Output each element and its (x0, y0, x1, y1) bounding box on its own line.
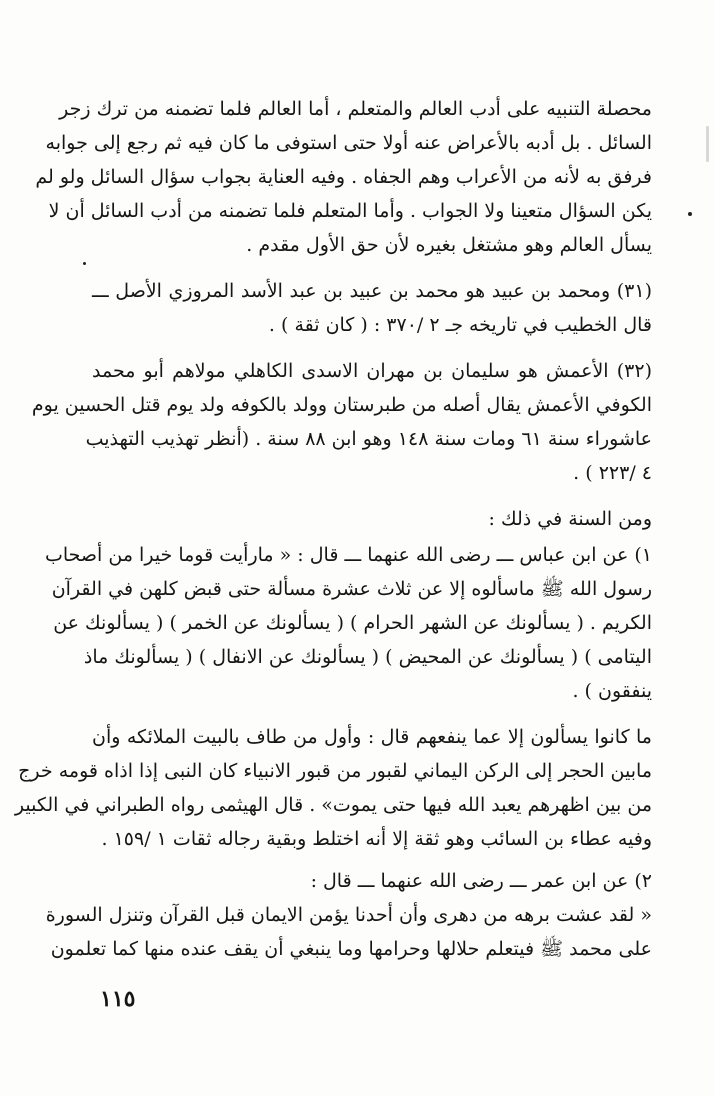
text-line: فرفق به لأنه من الأعراب وهم الجفاه . وفيه العناية بجواب سؤال السائل ولو لم (35, 166, 652, 188)
text-line: اليتامى ) ( يسألونك عن المحيض ) ( يسألونك عن الانفال ) ( يسألونك ماذ (83, 646, 652, 668)
text-line: الكوفي الأعمش يقال أصله من طبرستان وولد بالكوفه ولد يوم قتل الحسين يوم (31, 394, 652, 416)
hadith-2 (45, 864, 652, 966)
sunnah-heading-block (92, 502, 652, 536)
margin-dot (83, 262, 86, 265)
text-line: مابين الحجر إلى الركن اليماني لقبور من قبور الانبياء كان النبى إذا اذاه قومه خرج (18, 760, 652, 782)
text-line: يكن السؤال متعينا ولا الجواب . وأما المتعلم فلما تضمنه من أدب السائل أن لا (48, 200, 652, 222)
section-heading: ومن السنة في ذلك : (488, 508, 652, 530)
text-line: (٣١) ومحمد بن عبيد هو محمد بن عبيد بن عبد الأسد المروزي الأصل ـــ (92, 280, 652, 302)
text-line: الكريم . ( يسألونك عن الشهر الحرام ) ( يسألونك عن الخمر ) ( يسألونك عن (53, 612, 652, 634)
text-line: (٣٢) الأعمش هو سليمان بن مهران الاسدى الكاهلي مولاهم أبو محمد (92, 360, 652, 382)
text-line: من بين اظهرهم يعبد الله فيها حتى يموت» . قال الهيثمى رواه الطبراني في الكبير (14, 794, 652, 816)
text-line: محصلة التنبيه على أدب العالم والمتعلم ، أما العالم فلما تضمنه من ترك زجر (59, 98, 652, 120)
text-line: وفيه عطاء بن السائب وهو ثقة إلا أنه اختلط وبقية رجاله ثقات ١ /١٥٩ . (101, 828, 652, 850)
text-line: ٢) عن ابن عمر ـــ رضى الله عنهما ـــ قال : (310, 870, 652, 892)
text-line: ينفقون ) . (572, 680, 652, 702)
text-line: رسول الله ﷺ ماسألوه إلا عن ثلاث عشرة مسألة حتى قبض كلهن في القرآن (51, 578, 652, 600)
text-line: على محمد ﷺ فيتعلم حلالها وحرامها وما ينبغي أن يقف عنده منها كما تعلمون (50, 938, 652, 960)
text-line: ٤ /٢٢٣ ) . (573, 462, 652, 484)
text-line: عاشوراء سنة ٦١ ومات سنة ١٤٨ وهو ابن ٨٨ سنة . (أنظر تهذيب التهذيب (85, 428, 652, 450)
margin-dot (688, 212, 692, 216)
hadith-1-continued (14, 720, 652, 856)
intro-paragraph (35, 92, 652, 262)
footnote-32 (31, 354, 652, 490)
hadith-1 (44, 538, 652, 708)
page-edge-shadow (706, 126, 709, 162)
page-number: ١١٥ (100, 986, 136, 1012)
text-line: السائل . بل أدبه بالأعراض عنه أولا حتى استوفى ما كان فيه ثم رجع إلى جوابه (45, 132, 652, 154)
text-line: قال الخطيب في تاريخه جـ ٢ /٣٧٠ : ( كان ثقة ) . (268, 314, 652, 336)
footnote-31 (92, 274, 652, 342)
text-line: « لقد عشت برهه من دهرى وأن أحدنا يؤمن الايمان قبل القرآن وتنزل السورة (45, 904, 652, 926)
text-line: ما كانوا يسألون إلا عما ينفعهم قال : وأول من طاف بالبيت الملائكه وأن (92, 726, 652, 748)
text-line: ١) عن ابن عباس ـــ رضى الله عنهما ـــ قال : « مارأيت قوما خيرا من أصحاب (44, 544, 652, 566)
text-line: يسأل العالم وهو مشتغل بغيره لأن حق الأول مقدم . (246, 234, 652, 256)
